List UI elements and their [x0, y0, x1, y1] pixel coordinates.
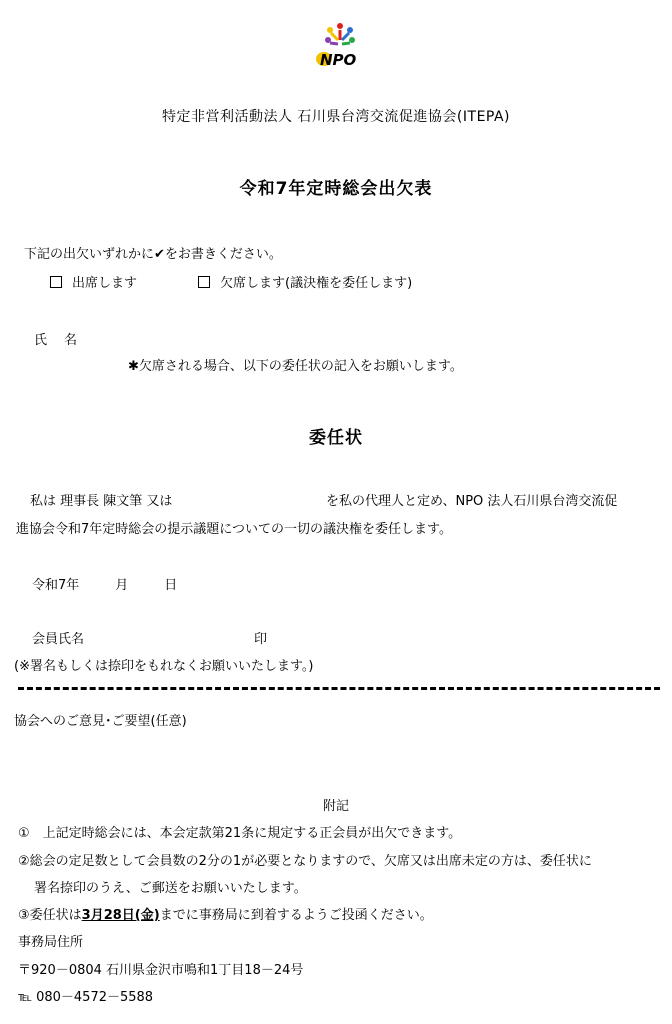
proxy-title: 委任状 — [309, 428, 363, 448]
logo-text: NPO — [320, 51, 357, 69]
deadline: 3月28日(金) — [81, 908, 160, 923]
proxy-text-line2: 進協会令和7年定時総会の提示議題についての一切の議決権を委任します。 — [16, 522, 452, 537]
proxy-text-line1: 私は 理事長 陳文筆 又は — [30, 494, 173, 509]
member-name-label: 会員氏名 — [32, 632, 85, 647]
note-3-pre: ③委任状は — [18, 908, 82, 923]
note-3-post: までに事務局に到着するようご投函ください。 — [159, 908, 433, 923]
note-2-cont: 署名捺印のうえ、ご郵送をお願いいたします。 — [34, 881, 307, 896]
page-title: 令和7年定時総会出欠表 — [239, 179, 433, 199]
office-tel: ℡ 080－4572－5588 — [18, 990, 154, 1005]
office-address: 〒920－0804 石川県金沢市鳴和1丁目18－24号 — [18, 963, 304, 978]
appendix-title: 附記 — [322, 799, 349, 814]
note-2: ②総会の定足数として会員数の2分の1が必要となりますので、欠席又は出席未定の方は、委任状に — [18, 854, 592, 869]
org-name: 特定非営利活動法人 石川県台湾交流促進協会(ITEPA) — [161, 109, 511, 125]
option-attend[interactable] — [50, 272, 137, 291]
cut-line — [18, 687, 660, 690]
date-era: 令和7年 — [32, 578, 80, 593]
absent-label: 欠席します(議決権を委任します) — [220, 276, 413, 291]
date-line — [32, 574, 177, 593]
date-month: 月 — [115, 578, 129, 593]
proxy-text-line1b: を私の代理人と定め、NPO 法人石川県台湾交流促 — [326, 494, 618, 509]
note-3 — [18, 904, 433, 923]
instruction-text: 下記の出欠いずれかに✔をお書きください。 — [24, 247, 282, 262]
name-label: 氏 名 — [34, 333, 80, 348]
signature-note: (※署名もしくは捺印をもれなくお願いいたします。) — [14, 659, 314, 674]
seal-label: 印 — [254, 632, 268, 647]
option-absent[interactable] — [198, 272, 412, 291]
date-day: 日 — [164, 578, 178, 593]
npo-logo — [312, 18, 368, 70]
attend-checkbox[interactable] — [50, 276, 62, 288]
opinion-label: 協会へのご意見･ご要望(任意) — [14, 714, 187, 729]
note-1: ① 上記定時総会には、本会定款第21条に規定する正会員が出欠できます。 — [18, 826, 462, 841]
attend-label: 出席します — [72, 276, 138, 291]
office-label: 事務局住所 — [18, 935, 84, 950]
absent-note: ✱欠席される場合、以下の委任状の記入をお願いします。 — [128, 359, 463, 374]
absent-checkbox[interactable] — [198, 276, 210, 288]
